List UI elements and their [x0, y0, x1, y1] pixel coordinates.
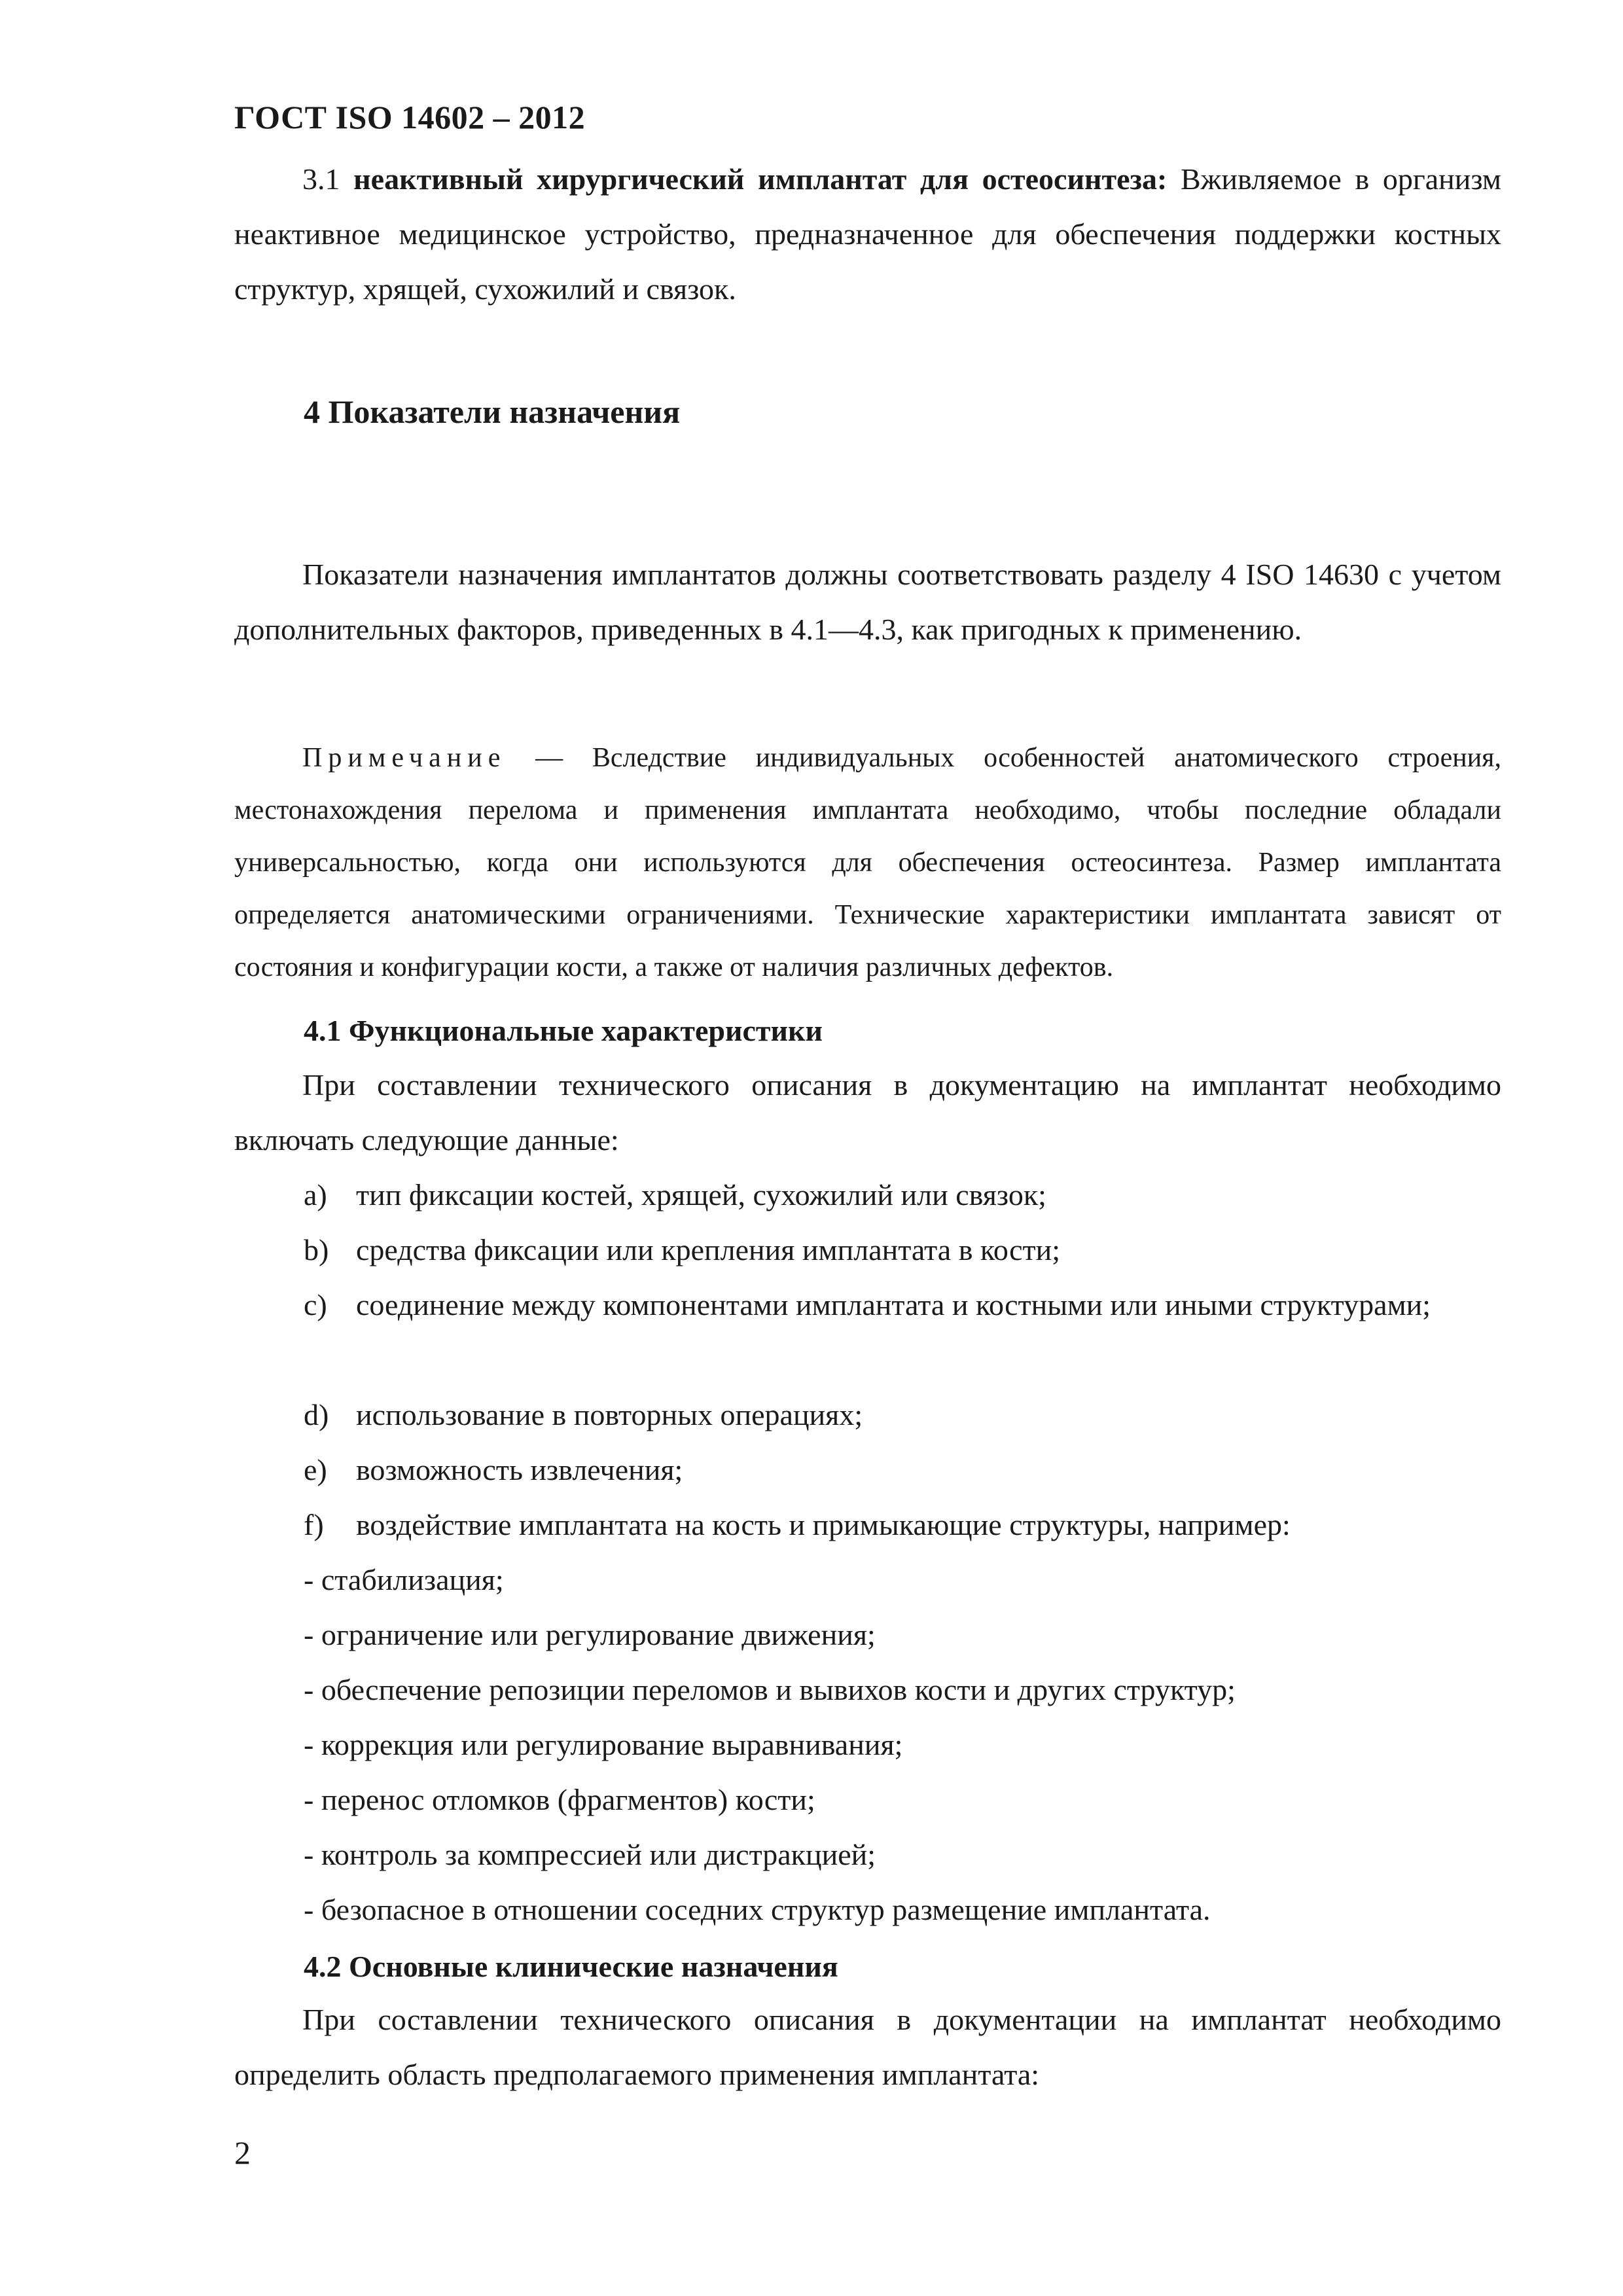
document-header: ГОСТ ISO 14602 – 2012 — [234, 99, 586, 135]
section-4-1-title: 4.1 Функциональные характеристики — [304, 1014, 823, 1047]
list-item-f — [304, 1498, 1501, 1552]
sub-list-item: - коррекция или регулирование выравнивания; — [304, 1728, 903, 1761]
definition-number: 3.1 — [302, 162, 354, 196]
section-4-intro: Показатели назначения имплантатов должны соответствовать разделу 4 ISO 14630 с учетом дополнительных факторов, приведенных в 4.1—4.3, как пригодных к применению. — [234, 558, 1501, 646]
sub-list-item: - перенос отломков (фрагментов) кости; — [304, 1783, 815, 1816]
sub-list-item: - обеспечение репозиции переломов и вывихов кости и других структур; — [304, 1673, 1236, 1706]
list-text: воздействие имплантата на кость и примыкающие структуры, например: — [356, 1508, 1291, 1541]
note-label: Примечание — [302, 743, 507, 773]
list-item-b — [304, 1223, 1501, 1278]
list-text: тип фиксации костей, хрящей, сухожилий или связок; — [356, 1178, 1046, 1211]
sub-list-item: - контроль за компрессией или дистракцией; — [304, 1838, 876, 1871]
section-4-title: 4 Показатели назначения — [304, 393, 681, 430]
section-4-1-intro: При составлении технического описания в документацию на имплантат необходимо включать следующие данные: — [234, 1068, 1501, 1157]
definition-term: неактивный хирургический имплантат для остеосинтеза: — [353, 162, 1168, 196]
list-marker: a) — [304, 1178, 327, 1211]
page-number: 2 — [234, 2134, 251, 2171]
list-marker: f) — [304, 1508, 324, 1541]
list-marker: d) — [304, 1398, 329, 1431]
section-4-note — [234, 732, 1501, 994]
list-text: средства фиксации или крепления имплантата в кости; — [356, 1233, 1060, 1266]
list-marker: e) — [304, 1453, 327, 1486]
list-item-a — [304, 1168, 1501, 1223]
sub-list-item: - безопасное в отношении соседних структур размещение имплантата. — [304, 1893, 1211, 1926]
list-marker: c) — [304, 1288, 327, 1321]
list-marker: b) — [304, 1233, 329, 1266]
sub-list-item: - стабилизация; — [304, 1563, 504, 1596]
list-item-e — [304, 1443, 1501, 1498]
definition-text: Вживляемое в организм неактивное медицинское устройство, предназначенное для обеспечения поддержки костных структур, хрящей, сухожилий и связок. — [234, 162, 1501, 306]
definition-3-1 — [234, 152, 1501, 317]
list-item-d — [304, 1388, 1501, 1443]
section-4-2-intro: При составлении технического описания в документации на имплантат необходимо определить область предполагаемого применения имплантата: — [234, 2003, 1501, 2091]
sub-list-item: - ограничение или регулирование движения; — [304, 1618, 876, 1651]
list-text: использование в повторных операциях; — [356, 1398, 863, 1431]
note-text: — Вследствие индивидуальных особенностей анатомического строения, местонахождения перелома и применения имплантата необходимо, чтобы последние обладали универсальностью, когда они используются для обеспечения остеосинтеза. Размер имплантата определяется анатомическими ограничениями. Технические характеристики имплантата зависят от состояния и конфигурации кости, а также от наличия различных дефектов. — [234, 743, 1501, 982]
list-item-c — [304, 1278, 1501, 1333]
list-text: соединение между компонентами имплантата и костными или иными структурами; — [356, 1288, 1431, 1321]
list-text: возможность извлечения; — [356, 1453, 683, 1486]
section-4-2-title: 4.2 Основные клинические назначения — [304, 1950, 838, 1983]
